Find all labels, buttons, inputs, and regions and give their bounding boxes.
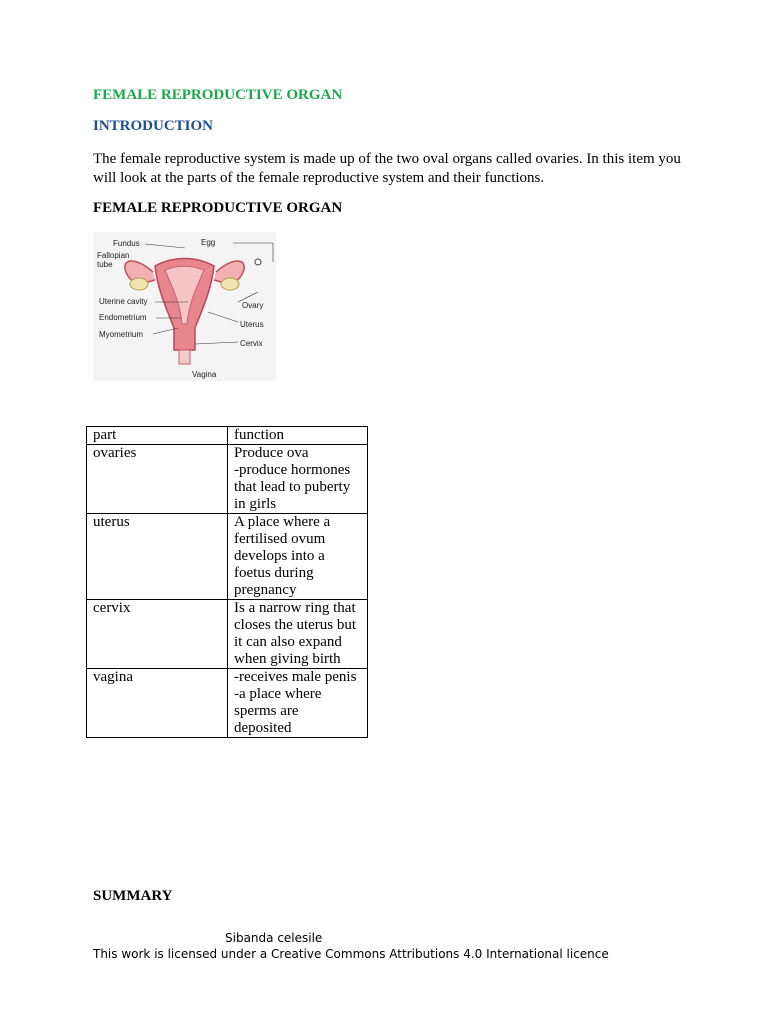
table-header-part: part (87, 427, 228, 445)
function-line: Is a narrow ring that (234, 600, 356, 616)
document-title: FEMALE REPRODUCTIVE ORGAN (93, 87, 343, 103)
table-cell-function (228, 445, 368, 514)
introduction-paragraph: The female reproductive system is made up of the two oval organs called ovaries. In this item you will look at the parts of the female reproductive system and their functions. (93, 151, 681, 186)
table-cell-function (228, 600, 368, 669)
table-cell-function (228, 514, 368, 600)
table-cell-part: vagina (87, 669, 228, 738)
function-line: develops into a (234, 548, 325, 564)
label-uterine-cavity: Uterine cavity (99, 297, 148, 306)
function-line: in girls (234, 496, 277, 512)
function-line: deposited (234, 720, 292, 736)
function-line: closes the uterus but (234, 617, 357, 633)
label-ovary: Ovary (242, 301, 264, 310)
table-cell-part: ovaries (87, 445, 228, 514)
function-line: -produce hormones (234, 462, 351, 478)
label-egg: Egg (201, 238, 216, 247)
label-fundus: Fundus (113, 239, 140, 248)
label-vagina: Vagina (192, 370, 217, 379)
function-line: when giving birth (234, 651, 341, 667)
label-fallopian: Fallopian (97, 251, 130, 260)
table-row (87, 514, 368, 600)
function-line: sperms are (234, 703, 299, 719)
function-line: it can also expand (234, 634, 342, 650)
reproductive-organ-diagram (93, 232, 276, 381)
introduction-heading: INTRODUCTION (93, 118, 214, 134)
function-line: that lead to puberty (234, 479, 351, 495)
licence-text: This work is licensed under a Creative Commons Attributions 4.0 International licence (93, 947, 609, 961)
table-cell-part: cervix (87, 600, 228, 669)
table-header-row (87, 427, 368, 445)
organ-heading: FEMALE REPRODUCTIVE ORGAN (93, 200, 343, 216)
parts-function-table (86, 426, 368, 738)
summary-heading: SUMMARY (93, 888, 173, 904)
table-cell-part: uterus (87, 514, 228, 600)
author-name: Sibanda celesile (225, 931, 323, 945)
table-header-function: function (228, 427, 368, 445)
label-tube: tube (97, 260, 113, 269)
label-uterus: Uterus (240, 320, 264, 329)
label-endometrium: Endometrium (99, 313, 147, 322)
label-cervix: Cervix (240, 339, 263, 348)
function-line: fertilised ovum (234, 531, 326, 547)
function-line: foetus during (234, 565, 314, 581)
label-myometrium: Myometrium (99, 330, 144, 339)
table-row (87, 600, 368, 669)
function-line: Produce ova (234, 445, 309, 461)
table-row (87, 669, 368, 738)
table-cell-function (228, 669, 368, 738)
function-line: -receives male penis (234, 669, 357, 685)
table-row (87, 445, 368, 514)
function-line: -a place where (234, 686, 322, 702)
function-line: A place where a (234, 514, 331, 530)
function-line: pregnancy (234, 582, 297, 598)
